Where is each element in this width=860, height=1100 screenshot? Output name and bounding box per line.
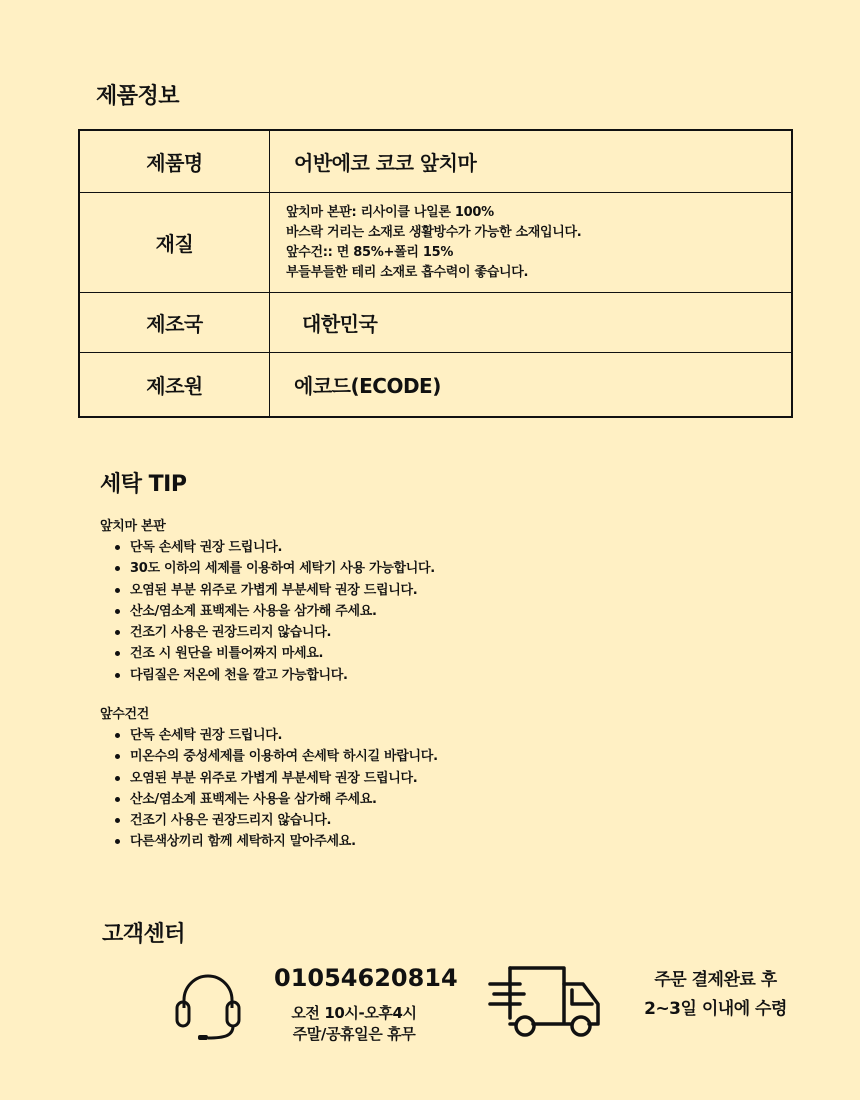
material-value	[270, 193, 793, 293]
list-item: 단독 손세탁 권장 드립니다.	[100, 725, 438, 746]
headset-icon	[168, 962, 248, 1042]
shipping-line-2: 2~3일 이내에 수령	[644, 999, 787, 1019]
list-item: 건조 시 원단을 비틀어짜지 마세요.	[100, 643, 435, 664]
maker-value: 에코드(ECODE)	[270, 353, 793, 418]
apron-tip-list	[100, 537, 435, 686]
country-value: 대한민국	[270, 293, 793, 353]
list-item: 산소/염소계 표백제는 사용을 삼가해 주세요.	[100, 601, 435, 622]
material-label: 재질	[79, 193, 270, 293]
delivery-truck-icon	[488, 962, 603, 1040]
product-name-value: 어반에코 코코 앞치마	[270, 130, 793, 193]
table-row	[79, 130, 792, 193]
list-item: 미온수의 중성세제를 이용하여 손세탁 하시길 바랍니다.	[100, 746, 438, 767]
hours-weekday: 오전 10시-오후4시	[291, 1004, 417, 1022]
towel-tip-list	[100, 725, 438, 853]
list-item: 건조기 사용은 권장드리지 않습니다.	[100, 622, 435, 643]
product-info-title: 제품정보	[96, 84, 180, 109]
table-row	[79, 353, 792, 418]
material-line: 부들부들한 테리 소재로 흡수력이 좋습니다.	[286, 264, 529, 280]
apron-tips	[100, 517, 435, 686]
list-item: 건조기 사용은 권장드리지 않습니다.	[100, 810, 438, 831]
towel-tips	[100, 705, 438, 853]
phone-number: 01054620814	[274, 964, 458, 992]
material-line: 앞치마 본판: 리사이클 나일론 100%	[286, 204, 494, 220]
shipping-info	[628, 966, 803, 1024]
washing-tip-title: 세탁 TIP	[100, 472, 187, 497]
product-name-label: 제품명	[79, 130, 270, 193]
list-item: 오염된 부분 위주로 가볍게 부분세탁 권장 드립니다.	[100, 768, 438, 789]
country-label: 제조국	[79, 293, 270, 353]
list-item: 30도 이하의 세제를 이용하여 세탁기 사용 가능합니다.	[100, 558, 435, 579]
towel-tips-heading: 앞수건건	[100, 707, 150, 722]
shipping-line-1: 주문 결제완료 후	[654, 970, 777, 990]
list-item: 오염된 부분 위주로 가볍게 부분세탁 권장 드립니다.	[100, 580, 435, 601]
apron-tips-heading: 앞치마 본판	[100, 519, 166, 534]
business-hours	[274, 1003, 434, 1045]
list-item: 산소/염소계 표백제는 사용을 삼가해 주세요.	[100, 789, 438, 810]
material-line: 앞수건:: 면 85%+폴리 15%	[286, 244, 454, 260]
hours-holiday: 주말/공휴일은 휴무	[292, 1025, 416, 1043]
maker-label: 제조원	[79, 353, 270, 418]
list-item: 다림질은 저온에 천을 깔고 가능합니다.	[100, 665, 435, 686]
table-row	[79, 193, 792, 293]
material-line: 바스락 거리는 소재로 생활방수가 가능한 소재입니다.	[286, 224, 582, 240]
customer-center-title: 고객센터	[102, 922, 186, 947]
table-row	[79, 293, 792, 353]
list-item: 다른색상끼리 함께 세탁하지 말아주세요.	[100, 831, 438, 852]
list-item: 단독 손세탁 권장 드립니다.	[100, 537, 435, 558]
product-info-table	[78, 129, 793, 418]
